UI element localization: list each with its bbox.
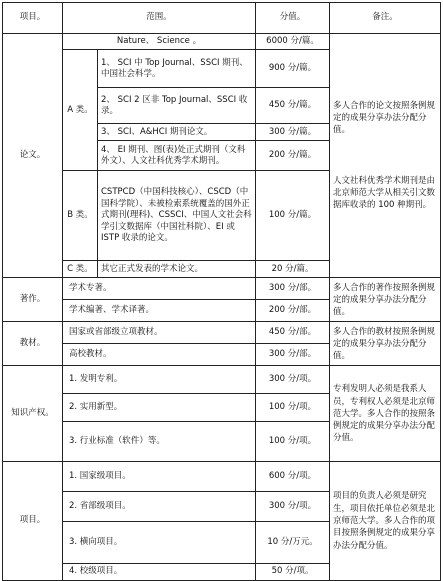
table-row	[3, 278, 441, 300]
range-cell: 2、 SCI 2 区非 Top Journal、SSCI 收录。	[98, 88, 256, 124]
score-cell: 50 分/项。	[256, 564, 330, 580]
score-cell: 200 分/篇。	[256, 141, 330, 171]
score-cell: 100 分/项。	[256, 422, 330, 462]
range-cell: 高校教材。	[63, 344, 256, 366]
subclass-c: C 类。	[63, 261, 98, 278]
range-cell: CSTPCD（中国科技核心）、CSCD（中国科学院）、未被检索系统覆盖的国外正式期刊(理科)、CSSCI、中国人文社会科学引文数据库（中国社科院）、EI 或 ISTP 收录的论文。	[98, 171, 256, 261]
category-paper: 论文。	[3, 34, 63, 278]
range-cell: 学术编著、学术译著。	[63, 300, 256, 322]
range-cell: 1. 国家级项目。	[63, 462, 256, 492]
score-cell: 20 分/篇。	[256, 261, 330, 278]
range-cell: 1、 SCI 中 Top Journal、SSCI 期刊、中国社会科学。	[98, 50, 256, 88]
range-cell: 学术专著。	[63, 278, 256, 300]
table-row	[3, 322, 441, 344]
range-cell: Nature、 Science 。	[63, 34, 256, 50]
range-cell: 4. 校级项目。	[63, 564, 256, 580]
score-cell: 300 分/篇。	[256, 124, 330, 141]
range-cell: 3、 SCI、A&HCI 期刊论文。	[98, 124, 256, 141]
remark-works: 多人合作的著作按照条例规定的成果分享办法分配分值。	[330, 278, 441, 322]
table-row	[3, 34, 441, 50]
range-cell: 4、 EI 期刊、图(表)处正式期刊（文科外文）、人文社科优秀学术期刊。	[98, 141, 256, 171]
score-cell: 900 分/篇。	[256, 50, 330, 88]
score-cell: 300 分/项。	[256, 492, 330, 522]
header-remark: 备注。	[330, 3, 441, 34]
header-row	[3, 3, 441, 34]
header-project: 项目。	[3, 3, 63, 34]
range-cell: 国家或省部级立项教材。	[63, 322, 256, 344]
score-cell: 6000 分/篇。	[256, 34, 330, 50]
subclass-a: A 类。	[63, 50, 98, 171]
score-cell: 300 分/部。	[256, 344, 330, 366]
score-cell: 100 分/项。	[256, 394, 330, 422]
header-score: 分值。	[256, 3, 330, 34]
range-cell: 3. 行业标准（软件）等。	[63, 422, 256, 462]
remark-ip: 专利发明人必须是我系人员，专利权人必须是北京师范大学。多人合作的按照条例规定的成果分享办法分配分值。	[330, 366, 441, 462]
range-cell: 2. 省部级项目。	[63, 492, 256, 522]
score-cell: 450 分/篇。	[256, 88, 330, 124]
category-project: 项目。	[3, 462, 63, 580]
remark-project: 项目的负责人必须是研究生，项目依托单位必须是北京师范大学。多人合作的项目按照条例规定的成果分享办法分配分值。	[330, 462, 441, 580]
table-row	[3, 462, 441, 492]
score-cell: 300 分/项。	[256, 366, 330, 394]
range-cell: 其它正式发表的学术论文。	[98, 261, 256, 278]
score-cell: 200 分/部。	[256, 300, 330, 322]
remark-paper	[330, 34, 441, 278]
subclass-b: B 类。	[63, 171, 98, 261]
category-textbook: 教材。	[3, 322, 63, 366]
score-cell: 450 分/部。	[256, 322, 330, 344]
category-ip: 知识产权。	[3, 366, 63, 462]
category-works: 著作。	[3, 278, 63, 322]
score-cell: 300 分/部。	[256, 278, 330, 300]
remark-text: 人文社科优秀学术期刊是由北京师范大学从相关引文数据库收录的 100 种期刊。	[333, 175, 436, 211]
remark-text: 多人合作的论文按照条例规定的成果分享办法分配分值。	[333, 100, 436, 136]
table-row	[3, 366, 441, 394]
range-cell: 1. 发明专利。	[63, 366, 256, 394]
range-cell: 2. 实用新型。	[63, 394, 256, 422]
score-cell: 10 分/万元。	[256, 522, 330, 564]
header-range: 范围。	[63, 3, 256, 34]
score-cell: 600 分/项。	[256, 462, 330, 492]
score-cell: 100 分/篇。	[256, 171, 330, 261]
remark-textbook: 多人合作的教材按照条例规定的成果分享办法分配分值。	[330, 322, 441, 366]
range-cell: 3. 横向项目。	[63, 522, 256, 564]
scoring-table	[2, 2, 441, 581]
